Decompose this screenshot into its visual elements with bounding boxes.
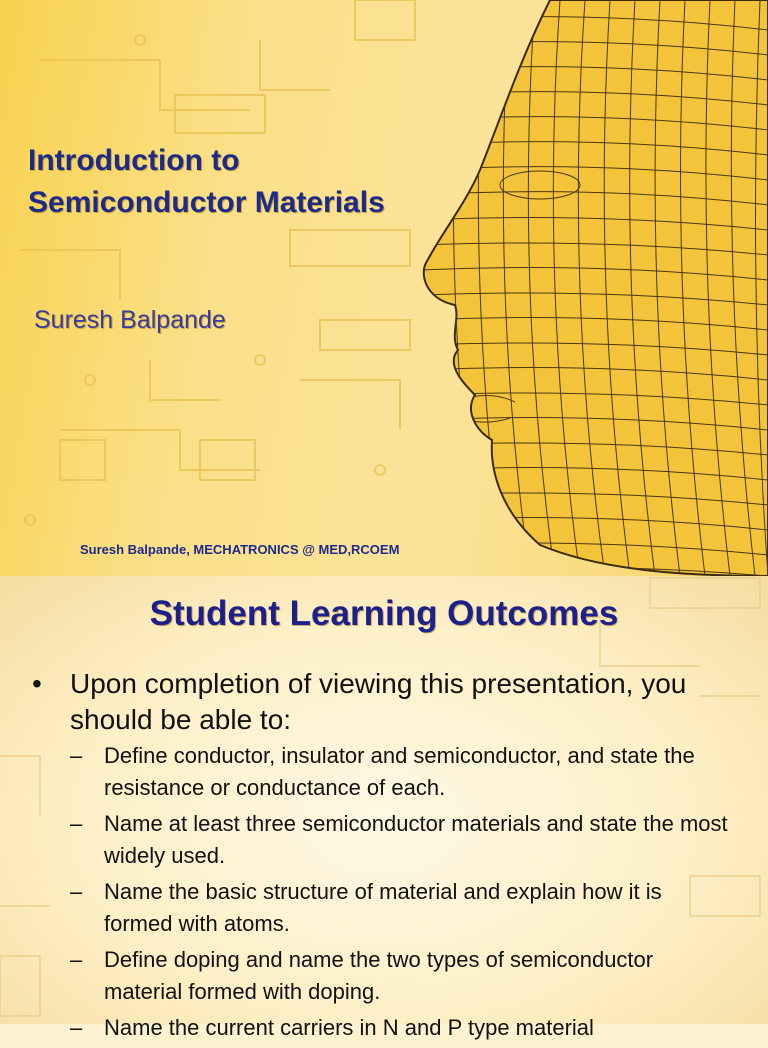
dash-symbol: – xyxy=(70,947,83,972)
list-item-text: Name the basic structure of material and explain how it is formed with atoms. xyxy=(104,879,662,936)
list-item xyxy=(70,808,730,872)
title-line-1: Introduction to xyxy=(28,144,240,177)
slide-footer: Suresh Balpande, MECHATRONICS @ MED,RCOEM xyxy=(80,542,400,557)
dash-symbol: – xyxy=(70,879,83,904)
wireframe-face-illustration xyxy=(420,0,768,576)
author-name: Suresh Balpande xyxy=(34,306,226,334)
bullet-symbol: • xyxy=(32,668,42,699)
intro-text: Upon completion of viewing this presentation, you should be able to: xyxy=(70,668,687,735)
list-item-text: Define doping and name the two types of semiconductor material formed with doping. xyxy=(104,947,654,1004)
list-item xyxy=(70,1012,730,1044)
dash-symbol: – xyxy=(70,811,83,836)
intro-bullet xyxy=(28,666,748,738)
list-item xyxy=(70,876,730,940)
dash-symbol: – xyxy=(70,743,83,768)
learning-outcomes-slide xyxy=(0,576,768,1040)
slide-title: Student Learning Outcomes xyxy=(149,594,619,633)
outcome-list xyxy=(70,740,730,1048)
list-item-text: Name the current carriers in N and P type material xyxy=(104,1015,594,1040)
list-item-text: Define conductor, insulator and semiconductor, and state the resistance or conductance of each. xyxy=(104,743,695,800)
list-item xyxy=(70,740,730,804)
list-item xyxy=(70,944,730,1008)
presentation-title xyxy=(28,140,385,224)
title-line-2: Semiconductor Materials xyxy=(28,186,385,219)
list-item-text: Name at least three semiconductor materials and state the most widely used. xyxy=(104,811,728,868)
dash-symbol: – xyxy=(70,1015,83,1040)
